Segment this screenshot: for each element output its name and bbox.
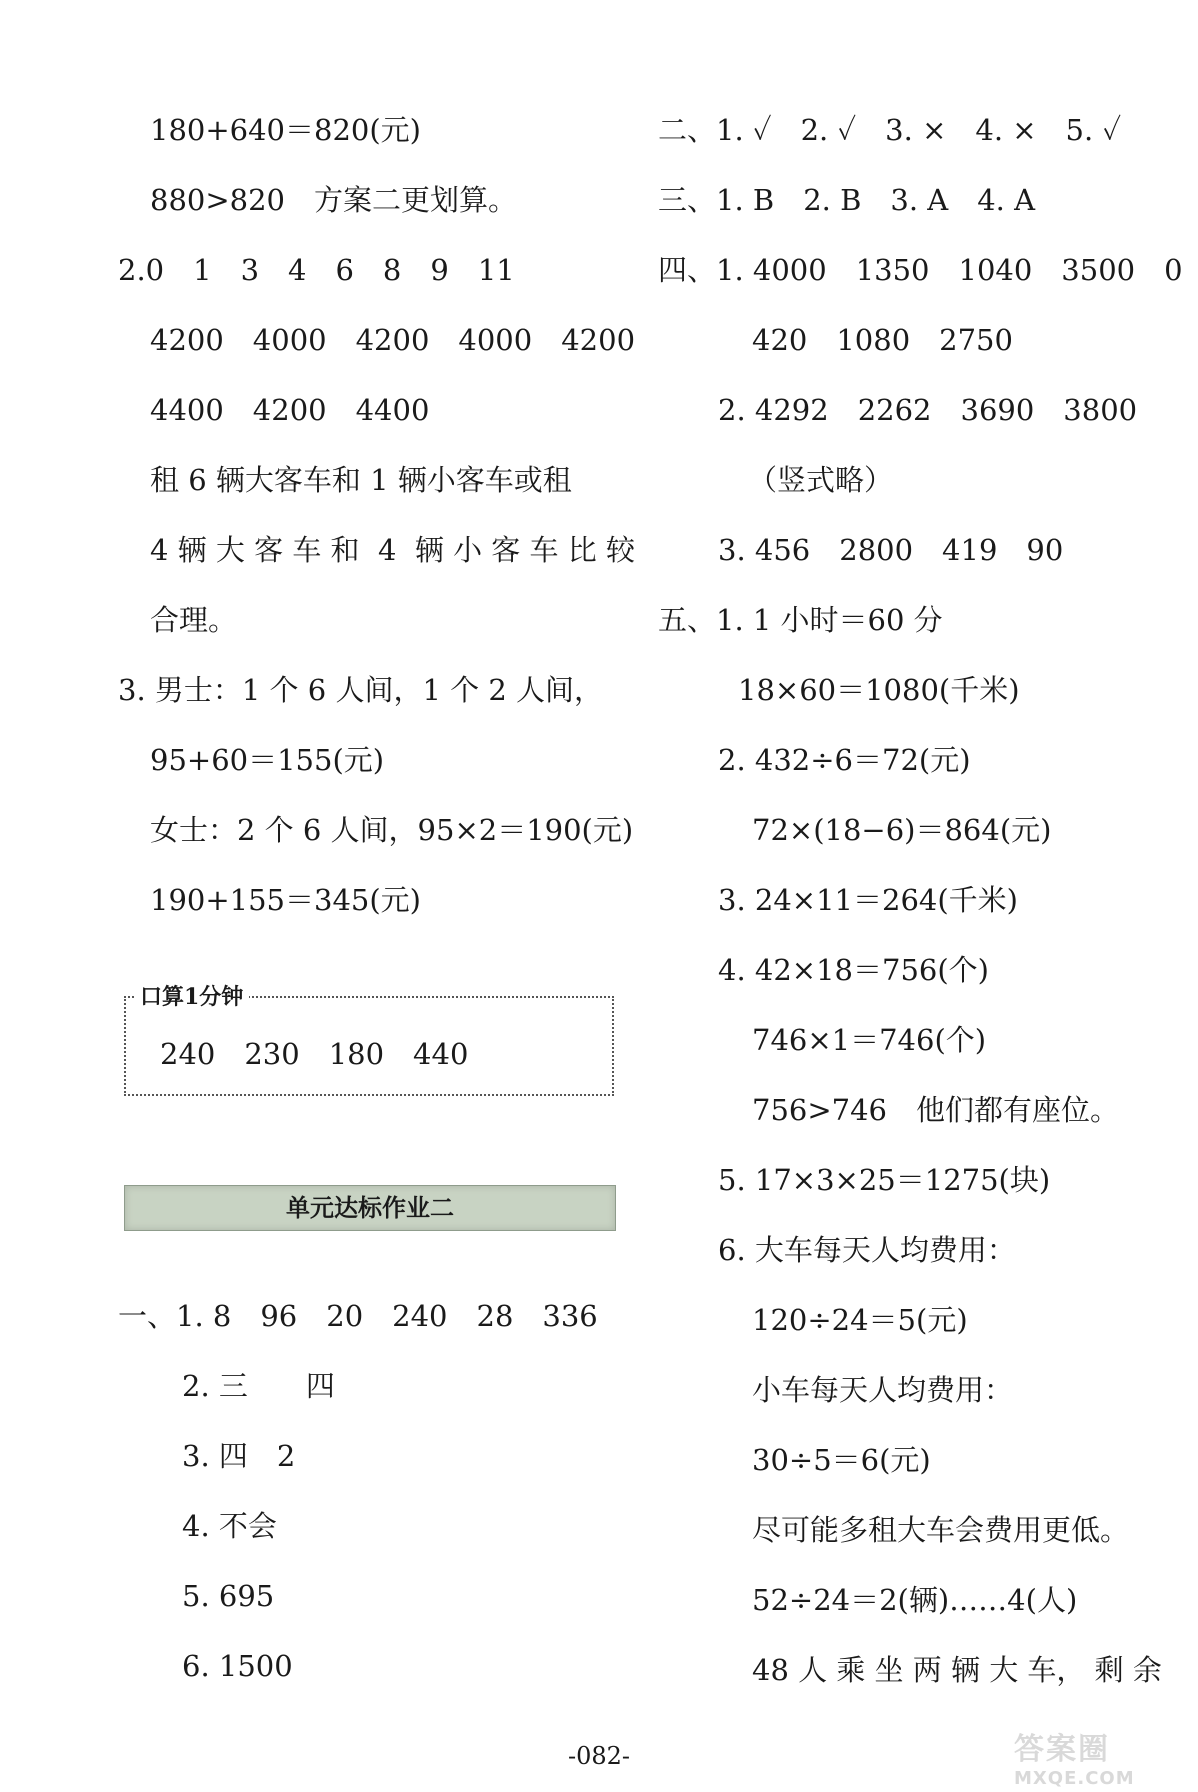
answer-line: 四、1. 4000 1350 1040 3500 0 — [658, 253, 1183, 287]
answer-line: 3. 男士：1 个 6 人间，1 个 2 人间， — [118, 673, 603, 707]
oral-calculation-values: 240 230 180 440 — [160, 1037, 469, 1071]
answer-line: 6. 大车每天人均费用： — [718, 1233, 1016, 1267]
answer-line: 120÷24＝5(元) — [752, 1303, 968, 1337]
oral-calculation-title: 口算1分钟 — [134, 980, 249, 1011]
answer-line: 2. 4292 2262 3690 3800 — [718, 393, 1138, 427]
answer-line: 一、1. 8 96 20 240 28 336 — [118, 1299, 598, 1333]
answer-line: 30÷5＝6(元) — [752, 1443, 931, 1477]
answer-line: 48 人 乘 坐 两 辆 大 车， 剩 余 — [752, 1653, 1162, 1687]
oral-calculation-box — [124, 984, 614, 1096]
answer-line: 二、1. ✓ 2. ✓ 3. × 4. × 5. ✓ — [658, 113, 1122, 147]
answer-line: 18×60＝1080(千米) — [738, 673, 1020, 707]
answer-line: 420 1080 2750 — [752, 323, 1013, 357]
answer-line: 2. 三 四 — [182, 1369, 335, 1403]
watermark-top: 答案圈 — [1014, 1732, 1110, 1767]
answer-line: 880>820 方案二更划算。 — [150, 183, 518, 217]
answer-line: 2.0 1 3 4 6 8 9 11 — [118, 253, 515, 287]
answer-line: 合理。 — [150, 603, 238, 637]
answer-line: 95+60＝155(元) — [150, 743, 385, 777]
answer-line: 租 6 辆大客车和 1 辆小客车或租 — [150, 463, 572, 497]
answer-line: 尽可能多租大车会费用更低。 — [752, 1513, 1130, 1547]
answer-line: 3. 四 2 — [182, 1439, 296, 1473]
answer-line: 180+640＝820(元) — [150, 113, 421, 147]
answer-line: 4200 4000 4200 4000 4200 — [150, 323, 636, 357]
answer-line: 三、1. B 2. B 3. A 4. A — [658, 183, 1036, 217]
answer-line: 5. 17×3×25＝1275(块) — [718, 1163, 1051, 1197]
answer-line: 756>746 他们都有座位。 — [752, 1093, 1120, 1127]
answer-line: 4 辆 大 客 车 和 4 辆 小 客 车 比 较 — [150, 533, 635, 567]
answer-line: 4. 不会 — [182, 1509, 277, 1543]
answer-line: 2. 432÷6＝72(元) — [718, 743, 971, 777]
answer-line: 746×1＝746(个) — [752, 1023, 987, 1057]
answer-line: 五、1. 1 小时＝60 分 — [658, 603, 943, 637]
watermark-bottom: MXQE.COM — [1014, 1768, 1135, 1789]
answer-line: 3. 456 2800 419 90 — [718, 533, 1064, 567]
answer-line: 女士：2 个 6 人间，95×2＝190(元) — [150, 813, 634, 847]
watermark-logo — [1014, 1724, 1184, 1789]
answer-line: 6. 1500 — [182, 1649, 293, 1683]
answer-line: 190+155＝345(元) — [150, 883, 421, 917]
answer-line: 4. 42×18＝756(个) — [718, 953, 989, 987]
answer-line: （竖式略） — [748, 463, 894, 497]
page-number: -082- — [567, 1742, 631, 1770]
answer-line: 72×(18−6)＝864(元) — [752, 813, 1052, 847]
answer-line: 52÷24＝2(辆)……4(人) — [752, 1583, 1078, 1617]
answer-line: 5. 695 — [182, 1579, 275, 1613]
answer-line: 4400 4200 4400 — [150, 393, 430, 427]
answer-line: 小车每天人均费用： — [752, 1373, 1014, 1407]
answer-line: 3. 24×11＝264(千米) — [718, 883, 1018, 917]
section-banner: 单元达标作业二 — [124, 1185, 616, 1231]
